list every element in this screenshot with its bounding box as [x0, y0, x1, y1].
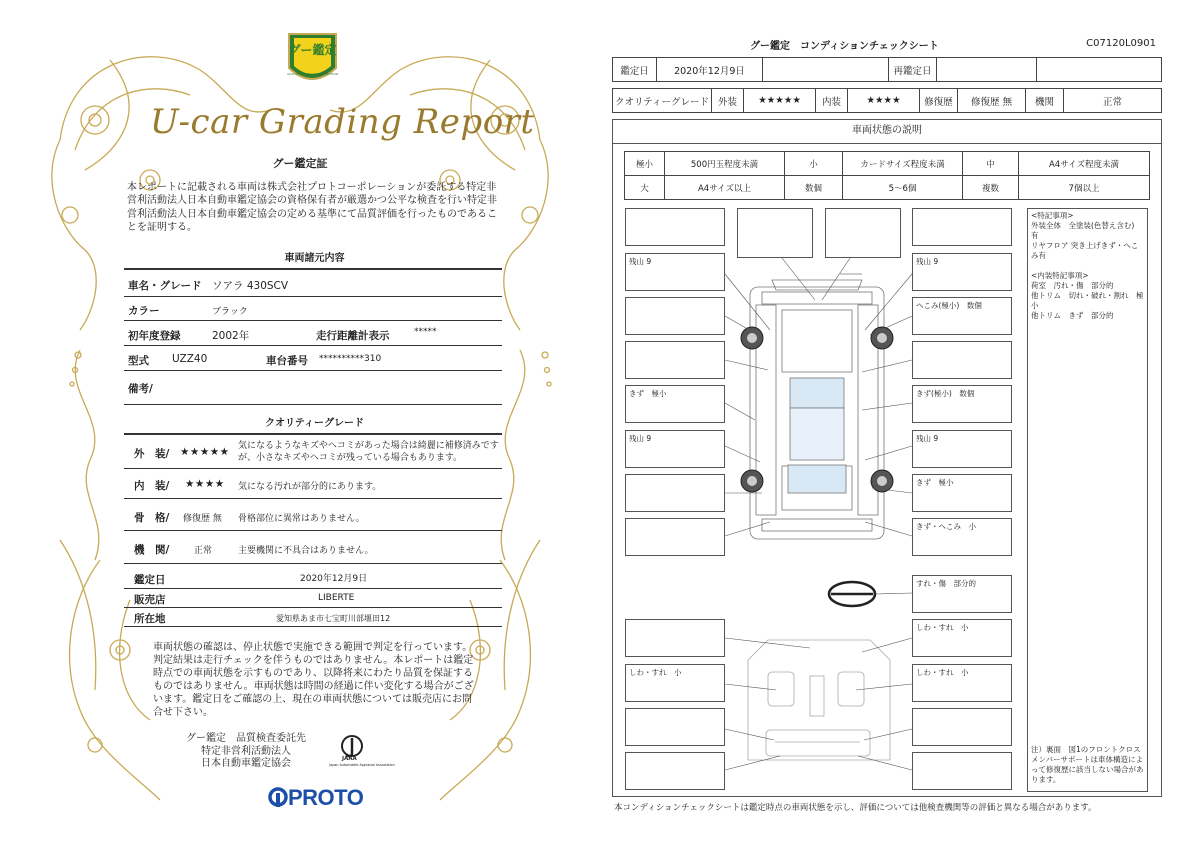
legend-term: 極小 — [625, 152, 665, 176]
divider — [124, 268, 502, 270]
proto-brand-text: PROTO — [288, 785, 364, 810]
legend-desc: 500円玉程度未満 — [665, 152, 785, 176]
left-box-2: 残山 9 — [625, 253, 725, 291]
windshield — [790, 378, 844, 408]
top-box-front-right — [825, 208, 901, 258]
divider — [124, 345, 502, 346]
jaaa-logo — [329, 733, 395, 771]
legend-desc: カードサイズ程度未満 — [843, 152, 963, 176]
address-value: 愛知県あま市七宝町川部堰田12 — [276, 614, 391, 623]
grade-frame-value: 修復歴 無 — [183, 514, 222, 524]
jaaa-emblem-icon — [330, 733, 390, 767]
repair-history-label: 修復歴 — [920, 89, 958, 113]
interior-note-2: 他トリム 切れ・破れ・割れ 極小 — [1031, 291, 1144, 310]
right-box-2: 残山 9 — [912, 253, 1012, 291]
grade-frame-text: 骨格部位に異常はありません。 — [238, 514, 365, 524]
top-box-front-left — [737, 208, 813, 258]
steering-wheel-icon — [829, 582, 875, 606]
dealer-value: LIBERTE — [318, 593, 355, 603]
divider — [124, 498, 502, 499]
right-box-10: しわ・すれ 小 — [912, 619, 1012, 657]
right-box-8: きず・へこみ 小 — [912, 518, 1012, 556]
mileage-value: ***** — [414, 327, 437, 337]
center-console — [810, 676, 824, 716]
car-name-value: ソアラ 430SCV — [212, 280, 289, 292]
legend-term: 大 — [625, 176, 665, 200]
appraisal-date-value: 2020年12月9日 — [657, 58, 763, 82]
chassis-number-label — [266, 353, 308, 368]
left-box-8 — [625, 518, 725, 556]
exterior-value: ★★★★★ — [744, 89, 816, 113]
divider — [124, 404, 502, 405]
exterior-label: 外装 — [712, 89, 744, 113]
left-box-6: 残山 9 — [625, 430, 725, 468]
grade-engine-text: 主要機関に不具合はありません。 — [238, 546, 374, 556]
exterior-note-2: 有 — [1031, 231, 1039, 240]
certificate-title: グー鑑定証 — [272, 157, 328, 170]
appraisal-date-value: 2020年12月9日 — [300, 574, 368, 584]
interior-note-1: 荷室 汚れ・傷 部分的 — [1031, 281, 1114, 290]
grade-interior-text: 気になる汚れが部分的にあります。 — [238, 482, 382, 492]
chassis-label-text: 台番号 — [276, 355, 308, 367]
front-bumper — [762, 292, 872, 304]
divider — [124, 563, 502, 564]
legend-term: 小 — [785, 152, 843, 176]
rear-seat — [766, 730, 870, 756]
left-box-4 — [625, 341, 725, 379]
org-line-3: 日本自動車鑑定協会 — [201, 758, 291, 769]
sheet-title: グー鑑定 コンディションチェックシート — [750, 41, 939, 52]
interior-label: 内装 — [816, 89, 848, 113]
exterior-notes-title: <特記事項> — [1031, 211, 1074, 220]
sheet-footer: 本コンディションチェックシートは鑑定時点の車両状態を示し、評価については他検査機関等の評価と異なる場合があります。 — [614, 803, 1097, 813]
driver-seat — [768, 672, 794, 706]
first-registration-label: 初年度登録 — [128, 330, 181, 342]
legend-desc: A4サイズ以上 — [665, 176, 785, 200]
color-label: カラー — [128, 305, 160, 317]
divider — [124, 468, 502, 469]
certificate-intro: 本レポートに記載される車両は株式会社プロトコーポレーションが委託する特定非営利活動法人日本自動車鑑定協会の資格保有者が厳選かつ公平な検査を行い特定非営利活動法人日本自動車鑑定協会の定める基準にて品質評価を行ったものであることを証明する。 — [127, 182, 497, 233]
chassis-number-value: **********310 — [319, 354, 382, 364]
legend-desc: 5～6個 — [843, 176, 963, 200]
appraisal-date-label: 鑑定日 — [134, 574, 166, 586]
right-box-4 — [912, 341, 1012, 379]
divider — [124, 370, 502, 371]
notes-footnote: 注）裏面 図1のフロントクロスメンバーサポートは車体構造によって修復歴に該当しない場合があります。 — [1031, 745, 1144, 784]
org-line-2: 特定非営利活動法人 — [201, 745, 291, 757]
right-box-7: きず 極小 — [912, 474, 1012, 512]
interior-notes-title: <内装特記事項> — [1031, 271, 1089, 280]
quality-grade-heading: クオリティーグレード — [265, 418, 364, 429]
right-box-6: 残山 9 — [912, 430, 1012, 468]
legend-desc: 7個以上 — [1019, 176, 1150, 200]
chassis-prefix: 車 — [266, 355, 277, 367]
dealer-label: 販売店 — [134, 594, 166, 606]
legend-desc: A4サイズ程度未満 — [1019, 152, 1150, 176]
condition-heading: 車両状態の説明 — [612, 119, 1162, 144]
left-box-5: きず 極小 — [625, 385, 725, 423]
rear-window — [788, 465, 846, 493]
interior-note-3: 他トリム きず 部分的 — [1031, 311, 1114, 320]
proto-mark-icon — [268, 786, 288, 808]
model-label: 型式 — [128, 355, 149, 367]
legend-term: 複数 — [963, 176, 1019, 200]
divider — [124, 530, 502, 531]
right-box-1 — [912, 208, 1012, 246]
color-value: ブラック — [212, 307, 248, 317]
logo-goo-text: グー鑑定 — [288, 43, 337, 57]
right-box-3: へこみ(極小) 数個 — [912, 297, 1012, 335]
hood-panel — [782, 310, 852, 372]
logo-small-text: GOO-NET EXCHANGE INSPECTION — [287, 72, 338, 76]
grade-interior-label: 内 装/ — [134, 480, 170, 492]
left-box-9 — [625, 619, 725, 657]
engine-value: 正常 — [1064, 89, 1162, 113]
left-box-7 — [625, 474, 725, 512]
model-value: UZZ40 — [172, 353, 208, 365]
right-box-5: きず(極小) 数個 — [912, 385, 1012, 423]
grade-exterior-label: 外 装/ — [134, 448, 170, 460]
proto-logo — [268, 785, 363, 811]
quality-grade-label: クオリティーグレード — [613, 89, 712, 113]
exterior-note-3: リヤフロア 突き上げきず・へこみ有 — [1031, 241, 1139, 260]
exterior-note-1: 外装全体 全塗装(色替え含む) — [1031, 221, 1135, 230]
condition-sheet-page — [600, 0, 1200, 848]
first-registration-value: 2002年 — [212, 330, 250, 342]
left-box-12 — [625, 752, 725, 790]
jaaa-name: Japan Automobile Appraisal Association — [329, 763, 395, 767]
divider — [124, 607, 502, 608]
left-box-spacer — [737, 752, 743, 756]
divider — [124, 433, 502, 435]
right-box-9: すれ・傷 部分的 — [912, 575, 1012, 613]
passenger-seat — [838, 672, 864, 706]
right-box-12 — [912, 708, 1012, 746]
reappraisal-date-label: 再鑑定日 — [889, 58, 937, 82]
certificate-note: 車両状態の確認は、停止状態で実施できる範囲で判定を行っています。判定結果は走行チェックを伴うものではありません。本レポートは鑑定時点での車両状態を示すものであり、以降将来にわたり品質を保証するものではありません。車両状態は時間の経過に伴い変化する場合がございます。鑑定日をご確認の上、現在の車両状態については販売店にお問合せ下さい。 — [153, 642, 474, 718]
legend-term: 数個 — [785, 176, 843, 200]
left-box-10: しわ・すれ 小 — [625, 664, 725, 702]
grade-engine-value: 正常 — [194, 546, 213, 556]
grade-frame-label: 骨 格/ — [134, 512, 170, 524]
script-title: U-car Grading Report — [150, 102, 535, 142]
rear-bumper — [762, 519, 872, 531]
legend-term: 中 — [963, 152, 1019, 176]
repair-history-value: 修復歴 無 — [958, 89, 1026, 113]
address-label: 所在地 — [134, 613, 166, 625]
special-notes-panel — [1027, 208, 1148, 792]
divider — [124, 320, 502, 321]
specs-heading: 車両諸元内容 — [284, 253, 345, 264]
divider — [124, 626, 502, 627]
divider — [124, 588, 502, 589]
remarks-label: 備考/ — [128, 383, 153, 395]
grade-engine-label: 機 関/ — [134, 544, 170, 556]
grade-exterior-text: 気になるようなキズやヘコミがあった場合は綺麗に補修済みですが、小さなキズやヘコミが残っている場合もあります。 — [238, 441, 499, 463]
interior-value: ★★★★ — [848, 89, 920, 113]
left-box-3 — [625, 297, 725, 335]
sheet-code: C07120L0901 — [1086, 38, 1156, 49]
left-box-11 — [625, 708, 725, 746]
car-name-label: 車名・グレード — [128, 280, 202, 292]
right-box-13 — [912, 752, 1012, 790]
jaaa-abbr: JAAA — [342, 756, 357, 762]
goo-appraisal-logo — [285, 30, 340, 90]
engine-label: 機関 — [1026, 89, 1064, 113]
divider — [124, 296, 502, 297]
grade-interior-stars: ★★★★ — [185, 478, 225, 490]
inspection-org — [176, 733, 316, 771]
mileage-label: 走行距離計表示 — [316, 330, 390, 342]
left-box-1 — [625, 208, 725, 246]
org-line-1: グー鑑定 品質検査委託先 — [186, 733, 306, 744]
roof-panel — [790, 408, 844, 460]
grade-exterior-stars: ★★★★★ — [180, 446, 230, 458]
appraisal-date-label: 鑑定日 — [613, 58, 657, 82]
right-box-11: しわ・すれ 小 — [912, 664, 1012, 702]
front-grille — [772, 280, 862, 290]
